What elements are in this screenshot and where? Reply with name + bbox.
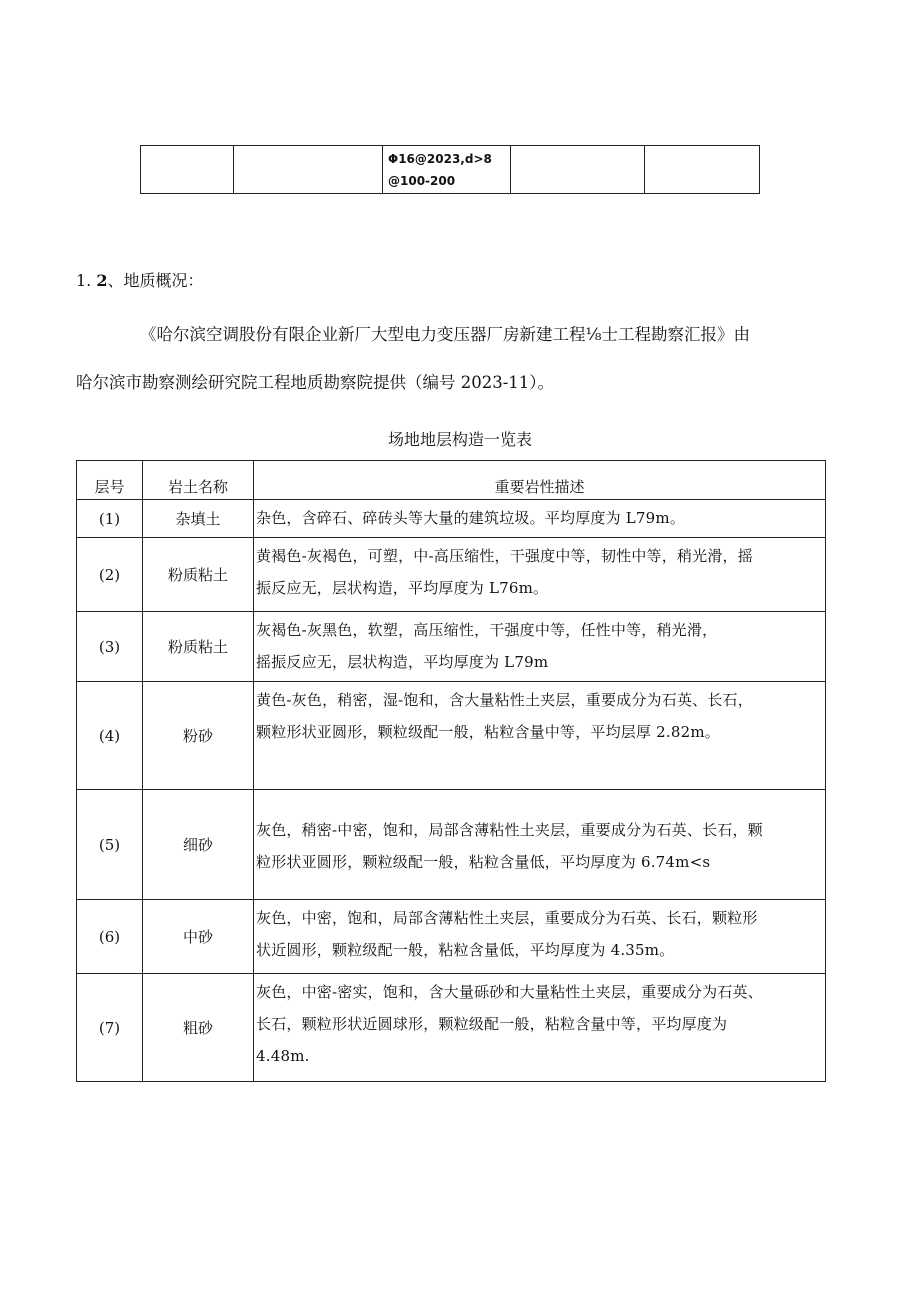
table-header-row <box>77 461 826 500</box>
layer-no: (4) <box>77 682 143 790</box>
layer-description: 杂色，含碎石、碎砖头等大量的建筑垃圾。平均厚度为 L79m。 <box>254 500 826 538</box>
table-row <box>141 146 760 194</box>
table-row <box>77 682 826 790</box>
layer-no: (3) <box>77 612 143 682</box>
soil-name: 粗砂 <box>143 974 254 1082</box>
layer-no: (5) <box>77 790 143 900</box>
layer-description: 灰色，稍密-中密，饱和，局部含薄粘性土夹层，重要成分为石英、长石，颗 粒形状亚圆形，颗粒级配一般，粘粒含量低，平均厚度为 6.74m<s <box>254 790 826 900</box>
table-caption: 场地地层构造一览表 <box>387 430 532 449</box>
layer-description: 灰色，中密，饱和，局部含薄粘性土夹层，重要成分为石英、长石，颗粒形 状近圆形，颗粒级配一般，粘粒含量低，平均厚度为 4.35m。 <box>254 900 826 974</box>
table-cell <box>383 146 511 194</box>
section-number: 1. <box>76 271 92 290</box>
layer-no: (1) <box>77 500 143 538</box>
layer-description: 灰色，中密-密实，饱和，含大量砾砂和大量粘性土夹层，重要成分为石英、 长石，颗粒形状近圆球形，颗粒级配一般，粘粒含量中等，平均厚度为 4.48m. <box>254 974 826 1082</box>
layer-no: (2) <box>77 538 143 612</box>
soil-name: 粉砂 <box>143 682 254 790</box>
layer-no: (6) <box>77 900 143 974</box>
header-description: 重要岩性描述 <box>254 461 826 500</box>
paragraph-line-1: 《哈尔滨空调股份有限企业新厂大型电力变压器厂房新建工程⅛士工程勘察汇报》由 <box>140 325 750 344</box>
table-row <box>77 612 826 682</box>
paragraph-line-2: 哈尔滨市勘察测绘研究院工程地质勘察院提供（编号 2023-11）。 <box>76 373 555 392</box>
table-row <box>77 900 826 974</box>
soil-name: 粉质粘土 <box>143 612 254 682</box>
rebar-spec-text: Φ16@2023,d>8 @100-200 <box>388 152 492 188</box>
layer-no: (7) <box>77 974 143 1082</box>
table-cell <box>511 146 645 194</box>
stratum-table <box>76 460 826 1082</box>
table-row <box>77 974 826 1082</box>
section-title: 、地质概况： <box>107 271 204 290</box>
layer-description: 灰褐色-灰黑色，软塑，高压缩性，干强度中等，任性中等，稍光滑， 摇振反应无，层状构造，平均厚度为 L79m <box>254 612 826 682</box>
table-row <box>77 500 826 538</box>
soil-name: 杂填土 <box>143 500 254 538</box>
soil-name: 粉质粘土 <box>143 538 254 612</box>
header-layer-no: 层号 <box>77 461 143 500</box>
header-soil-name: 岩土名称 <box>143 461 254 500</box>
top-fragment-table <box>140 145 760 194</box>
section-number-bold: 2 <box>96 271 108 290</box>
table-cell <box>645 146 760 194</box>
table-row <box>77 538 826 612</box>
table-row <box>77 790 826 900</box>
section-heading <box>76 268 204 291</box>
layer-description: 黄褐色-灰褐色，可塑，中-高压缩性，干强度中等，韧性中等，稍光滑，摇 振反应无，层状构造，平均厚度为 L76m。 <box>254 538 826 612</box>
soil-name: 细砂 <box>143 790 254 900</box>
soil-name: 中砂 <box>143 900 254 974</box>
layer-description: 黄色-灰色，稍密，湿-饱和，含大量粘性土夹层，重要成分为石英、长石， 颗粒形状亚圆形，颗粒级配一般，粘粒含量中等，平均层厚 2.82m。 <box>254 682 826 790</box>
table-cell <box>141 146 234 194</box>
table-cell <box>234 146 383 194</box>
